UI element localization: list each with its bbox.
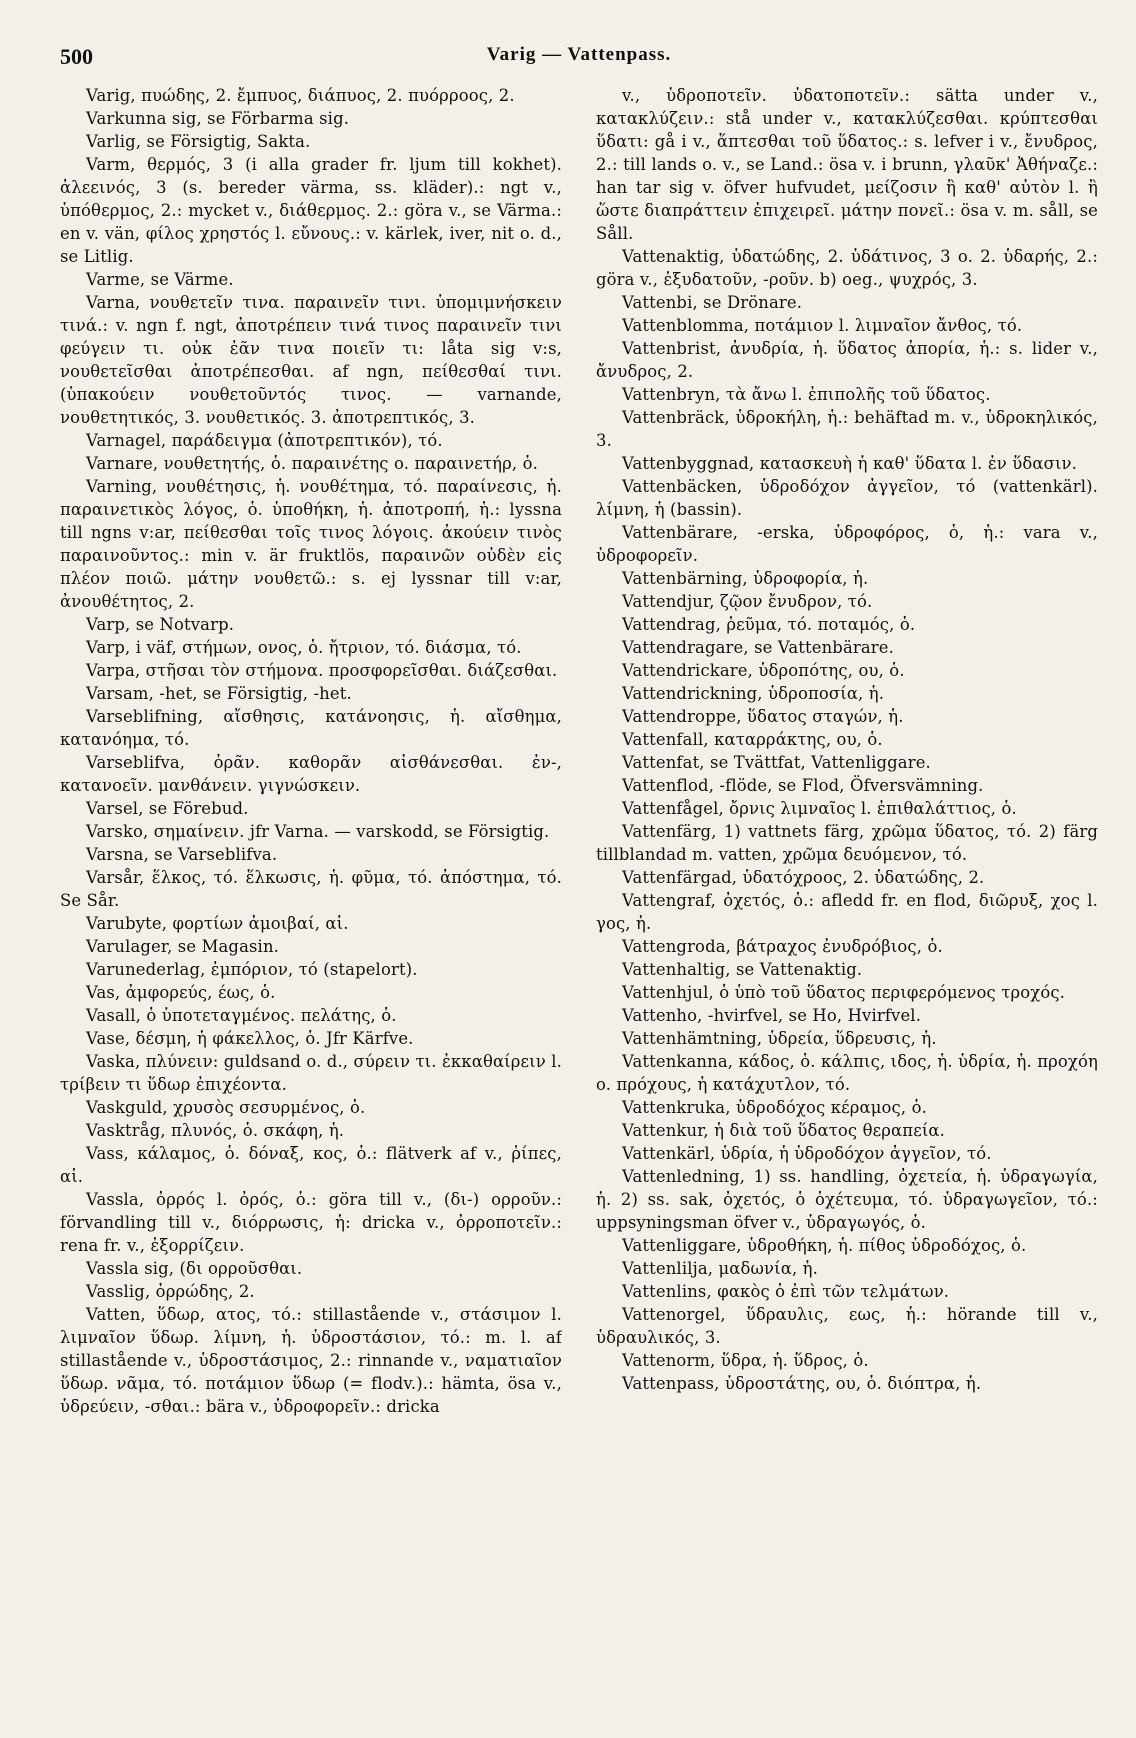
dictionary-entry: Vass, κάλαμος, ὁ. δόναξ, κος, ὁ.: flätverk af v., ῥίπες, αἱ. (60, 1144, 562, 1186)
dictionary-entry: Vattendrickning, ὑδροποσία, ἡ. (622, 684, 885, 703)
dictionary-entry: Varnare, νουθετητής, ὁ. παραινέτης o. παραινετήρ, ὁ. (86, 454, 538, 473)
dictionary-entry: Varning, νουθέτησις, ἡ. νουθέτημα, τό. παραίνεσις, ἡ. παραινετικὸς λόγος, ὁ. ὑποθήκη, ἡ. ἀποτροπή, ἡ.: lyssna till ngns v:ar, πείθεσθαι τοῖς τινος λόγοις. ἀκούειν τινὸς παραινοῦντος.: min v. är fruktlös, παραινῶν οὐδὲν εἰς πλέον ποιῶ. μάτην νουθετῶ.: s. ej lyssnar till v:ar, ἀνουθέτητος, 2. (60, 477, 562, 611)
left-column (60, 84, 562, 1712)
dictionary-entry: Vattenbärare, -erska, ὑδροφόρος, ὁ, ἡ.: vara v., ὑδροφορεῖν. (596, 523, 1098, 565)
dictionary-entry: Varsam, -het, se Försigtig, -het. (86, 684, 352, 703)
dictionary-entry: Vattenfall, καταρράκτης, ου, ὁ. (622, 730, 883, 749)
dictionary-entry: Vattenlins, φακὸς ὁ ἐπὶ τῶν τελμάτων. (622, 1282, 950, 1301)
dictionary-entry: Vattenbi, se Drönare. (622, 293, 803, 312)
dictionary-entry: Vassla sig, (δι ορροῦσθαι. (86, 1259, 303, 1278)
dictionary-entry: Varseblifva, ὁρᾶν. καθορᾶν αἰσθάνεσθαι. ἐν-, κατανοεῖν. μανθάνειν. γιγνώσκειν. (60, 753, 562, 795)
dictionary-entry: Varm, θερμός, 3 (i alla grader fr. ljum till kokhet). ἀλεεινός, 3 (s. bereder värma, ss. kläder).: ngt v., ὑπόθερμος, 2.: mycket v., διάθερμος. 2.: göra v., se Värma.: en v. vän, φίλος χρηστός l. εὔνους.: v. kärlek, iver, nit o. d., se Litlig. (60, 155, 562, 266)
dictionary-entry: Varme, se Värme. (86, 270, 234, 289)
dictionary-entry: Varsko, σημαίνειν. jfr Varna. — varskodd, se Försigtig. (86, 822, 550, 841)
dictionary-entry: Varubyte, φορτίων ἀμοιβαί, αἱ. (86, 914, 349, 933)
text-columns (60, 84, 1098, 1712)
dictionary-entry: Vattenledning, 1) ss. handling, ὀχετεία, ἡ. ὑδραγωγία, ἡ. 2) ss. sak, ὀχετός, ὁ ὀχέτευμα, τό. ὑδραγωγεῖον, τό.: uppsyningsman öfver v., ὑδραγωγός, ὁ. (596, 1167, 1098, 1232)
dictionary-entry: Vattengraf, ὀχετός, ὁ.: afledd fr. en flod, διῶρυξ, χος l. γος, ἡ. (596, 891, 1098, 933)
dictionary-entry: Vattenpass, ὑδροστάτης, ου, ὁ. διόπτρα, ἡ. (622, 1374, 982, 1393)
dictionary-entry: Vattenkärl, ὑδρία, ἡ ὑδροδόχον ἀγγεῖον, τό. (622, 1144, 992, 1163)
page-header (60, 44, 1098, 84)
dictionary-entry: Vaska, πλύνειν: guldsand o. d., σύρειν τι. ἐκκαθαίρειν l. τρίβειν τι ὕδωρ ἐπιχέοντα. (60, 1052, 562, 1094)
dictionary-entry: Vasall, ὁ ὑποτεταγμένος. πελάτης, ὁ. (86, 1006, 397, 1025)
dictionary-entry: Vattenflod, -flöde, se Flod, Öfversvämning. (622, 776, 984, 795)
dictionary-entry: Vattenfärgad, ὑδατόχροος, 2. ὑδατώδης, 2. (622, 868, 985, 887)
dictionary-entry: Vattenkur, ἡ διὰ τοῦ ὕδατος θεραπεία. (622, 1121, 945, 1140)
dictionary-entry: Vattendragare, se Vattenbärare. (622, 638, 894, 657)
dictionary-entry: Vattenbräck, ὑδροκήλη, ἡ.: behäftad m. v., ὑδροκηλικός, 3. (596, 408, 1098, 450)
dictionary-entry: Vattenkruka, ὑδροδόχος κέραμος, ὁ. (622, 1098, 927, 1117)
dictionary-entry: Varlig, se Försigtig, Sakta. (86, 132, 311, 151)
dictionary-entry: Vattenliggare, ὑδροθήκη, ἡ. πίθος ὑδροδόχος, ὁ. (622, 1236, 1027, 1255)
dictionary-entry: Vattendrickare, ὑδροπότης, ου, ὁ. (622, 661, 905, 680)
dictionary-entry: Vattenorgel, ὕδραυλις, εως, ἡ.: hörande till v., ὑδραυλικός, 3. (596, 1305, 1098, 1347)
dictionary-entry: Vattenhämtning, ὑδρεία, ὕδρευσις, ἡ. (622, 1029, 937, 1048)
dictionary-entry: Vattenbäcken, ὑδροδόχον ἀγγεῖον, τό (vattenkärl). λίμνη, ἡ (bassin). (596, 477, 1098, 519)
dictionary-entry: Vattenorm, ὕδρα, ἡ. ὕδρος, ὁ. (622, 1351, 869, 1370)
running-head: Varig — Vattenpass. (486, 44, 672, 65)
page-number: 500 (60, 44, 93, 69)
dictionary-entry: Vattenbyggnad, κατασκευὴ ἡ καθ' ὕδατα l. ἐν ὕδασιν. (622, 454, 1078, 473)
dictionary-entry: Vattenlilja, μαδωνία, ἡ. (622, 1259, 818, 1278)
dictionary-entry: Vassla, ὀρρός l. ὀρός, ὁ.: göra till v., (δι-) ορροῦν.: förvandling till v., διόρρωσις, ἡ: dricka v., ὀρροποτεῖν.: rena fr. v., ἐξορρίζειν. (60, 1190, 562, 1255)
dictionary-entry: Varunederlag, ἐμπόριον, τό (stapelort). (86, 960, 418, 979)
dictionary-entry: Vattenaktig, ὑδατώδης, 2. ὑδάτινος, 3 o. 2. ὑδαρής, 2.: göra v., ἐξυδατοῦν, -ροῦν. b) oeg., ψυχρός, 3. (596, 247, 1098, 289)
dictionary-entry: Vatten, ὕδωρ, ατος, τό.: stillastående v., στάσιμον l. λιμναῖον ὕδωρ. λίμνη, ἡ. ὑδροστάσιον, τό.: m. l. af stillastående v., ὑδροστάσιμος, 2.: rinnande v., ναματιαῖον ὕδωρ. νᾶμα, τό. ποτάμιον ὕδωρ (= flodv.).: hämta, ösa v., ὑδρεύειν, -σθαι.: bära v., ὑδροφορεῖν.: dricka (60, 1305, 562, 1416)
dictionary-entry: Vattenbärning, ὑδροφορία, ἡ. (622, 569, 869, 588)
dictionary-entry: Vattenbrist, ἀνυδρία, ἡ. ὕδατος ἀπορία, ἡ.: s. lider v., ἄνυδρος, 2. (596, 339, 1098, 381)
dictionary-entry: Vattendjur, ζῷον ἔνυδρον, τό. (622, 592, 873, 611)
dictionary-entry: Varpa, στῆσαι τὸν στήμονα. προσφορεῖσθαι. διάζεσθαι. (86, 661, 558, 680)
dictionary-entry: Vattenfat, se Tvättfat, Vattenliggare. (622, 753, 931, 772)
dictionary-entry: Varsår, ἕλκος, τό. ἕλκωσις, ἡ. φῦμα, τό. ἀπόστημα, τό. Se Sår. (60, 868, 562, 910)
dictionary-entry: Vasktråg, πλυνός, ὁ. σκάφη, ἡ. (86, 1121, 345, 1140)
dictionary-entry: Vaskguld, χρυσὸς σεσυρμένος, ὁ. (86, 1098, 366, 1117)
dictionary-entry: Varp, se Notvarp. (86, 615, 235, 634)
dictionary-entry: Vattenbryn, τὰ ἄνω l. ἐπιπολῆς τοῦ ὕδατος. (622, 385, 991, 404)
dictionary-entry: Varnagel, παράδειγμα (ἀποτρεπτικόν), τό. (86, 431, 443, 450)
dictionary-entry: Vattenkanna, κάδος, ὁ. κάλπις, ιδος, ἡ. ὑδρία, ἡ. προχόη o. πρόχους, ἡ κατάχυτλον, τό. (596, 1052, 1098, 1094)
dictionary-entry: Varulager, se Magasin. (86, 937, 280, 956)
dictionary-entry: Varig, πυώδης, 2. ἔμπυος, διάπυος, 2. πυόρροος, 2. (86, 86, 515, 105)
dictionary-entry: Vattenblomma, ποτάμιον l. λιμναῖον ἄνθος, τό. (622, 316, 1023, 335)
dictionary-entry: Vas, ἀμφορεύς, έως, ὁ. (86, 983, 276, 1002)
dictionary-entry: v., ὑδροποτεῖν. ὑδατοποτεῖν.: sätta under v., κατακλύζειν.: stå under v., κατακλύζεσθαι. κρύπτεσθαι ὕδατι: gå i v., ἅπτεσθαι τοῦ ὕδατος.: s. lefver i v., ἔνυδρος, 2.: till lands o. v., se Land.: ösa v. i brunn, γλαῦκ' Ἀθήναζε.: han tar sig v. öfver hufvudet, μείζοσιν ἢ καθ' αὐτὸν l. ἢ ὥστε διαπράττειν ἐπιχειρεῖ. μάτην πονεῖ.: ösa v. m. såll, se Såll. (596, 86, 1098, 243)
dictionary-entry: Vattenho, -hvirfvel, se Ho, Hvirfvel. (622, 1006, 922, 1025)
dictionary-entry: Varna, νουθετεῖν τινα. παραινεῖν τινι. ὑπομιμνήσκειν τινά.: v. ngn f. ngt, ἀποτρέπειν τινά τινος παραινεῖν τινι φεύγειν τι. οὐκ ἐᾶν τινα ποιεῖν τι: låta sig v:s, νουθετεῖσθαι ἀποτρέπεσθαι. af ngn, πείθεσθαί τινι. (ὑπακούειν νουθετοῦντός τινος. — varnande, νουθετητικός, 3. νουθετικός. 3. ἀποτρεπτικός, 3. (60, 293, 562, 427)
dictionary-entry: Vasslig, ὀρρώδης, 2. (86, 1282, 255, 1301)
dictionary-entry: Vattengroda, βάτραχος ἐνυδρόβιος, ὁ. (622, 937, 943, 956)
dictionary-entry: Varkunna sig, se Förbarma sig. (86, 109, 350, 128)
dictionary-entry: Vattenhaltig, se Vattenaktig. (622, 960, 863, 979)
dictionary-entry: Vase, δέσμη, ἡ φάκελλος, ὁ. Jfr Kärfve. (86, 1029, 414, 1048)
dictionary-entry: Vattendroppe, ὕδατος σταγών, ἡ. (622, 707, 904, 726)
dictionary-entry: Varsel, se Förebud. (86, 799, 249, 818)
right-column (596, 84, 1098, 1712)
dictionary-entry: Vattenfågel, ὄρνις λιμναῖος l. ἐπιθαλάττιος, ὁ. (622, 799, 1017, 818)
dictionary-entry: Vattenhjul, ὁ ὑπὸ τοῦ ὕδατος περιφερόμενος τροχός. (622, 983, 1066, 1002)
dictionary-entry: Varsna, se Varseblifva. (86, 845, 278, 864)
dictionary-entry: Varseblifning, αἴσθησις, κατάνοησις, ἡ. αἴσθημα, κατανόημα, τό. (60, 707, 562, 749)
dictionary-entry: Varp, i väf, στήμων, ονος, ὁ. ἤτριον, τό. διάσμα, τό. (86, 638, 522, 657)
dictionary-entry: Vattendrag, ῥεῦμα, τό. ποταμός, ὁ. (622, 615, 916, 634)
dictionary-entry: Vattenfärg, 1) vattnets färg, χρῶμα ὕδατος, τό. 2) färg tillblandad m. vatten, χρῶμα δευόμενον, τό. (596, 822, 1098, 864)
